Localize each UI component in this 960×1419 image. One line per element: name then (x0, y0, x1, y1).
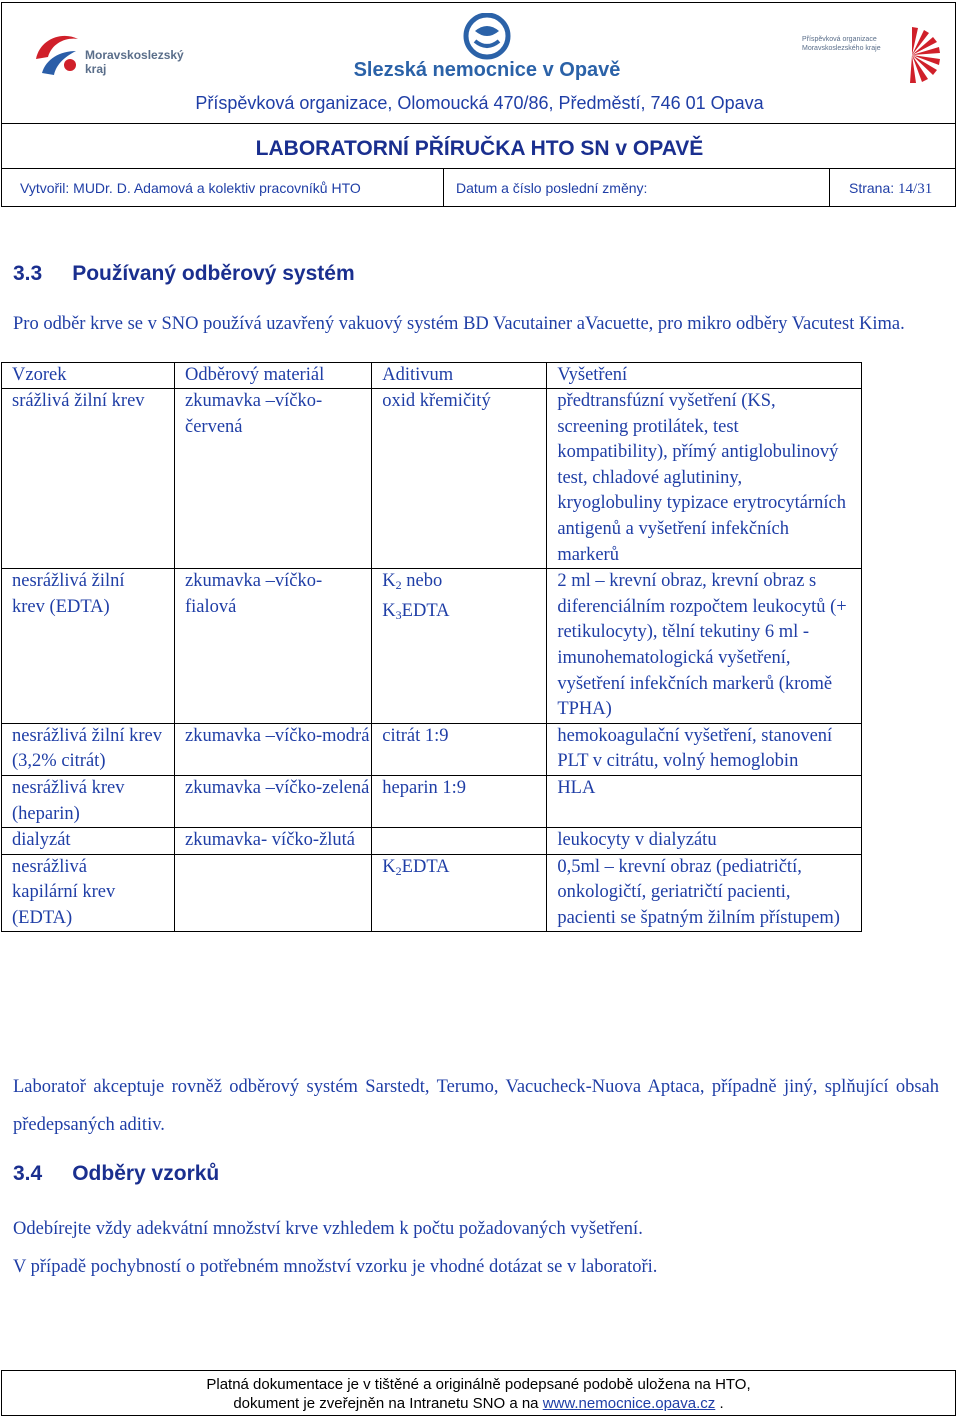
sample-cell: nesrážlivá kapilární krev (EDTA) (2, 854, 175, 932)
material-cell: zkumavka- víčko-žlutá (175, 828, 372, 855)
region-emblem-icon (32, 29, 84, 79)
hospital-name: Slezská nemocnice v Opavě (353, 59, 621, 81)
header-cell-sample: Vzorek (2, 363, 175, 389)
sample-cell: nesrážlivá krev (heparin) (2, 775, 175, 827)
logo-left-line2: kraj (85, 62, 107, 76)
msk-organization-logo (802, 25, 942, 85)
accepted-systems-paragraph: Laboratoř akceptuje rovněž odběrový systém Sarstedt, Terumo, Vacucheck-Nuova Aptaca, případně jiný, splňující obsah předepsaných aditiv. (13, 1077, 939, 1135)
logo-right-line2: Moravskoslezského kraje (802, 45, 881, 52)
table-row (2, 569, 862, 724)
material-cell: zkumavka –víčko-zelená (175, 775, 372, 827)
document-meta-row (2, 169, 955, 207)
document-footer (1, 1370, 956, 1416)
section-title: Používaný odběrový systém (72, 262, 355, 285)
sample-cell: srážlivá žilní krev (2, 389, 175, 569)
footer-line-1: Platná dokumentace je v tištěné a originálně podepsané podobě uložena na HTO, (206, 1376, 751, 1393)
header-cell-exam: Vyšetření (547, 363, 862, 389)
hospital-logo (332, 13, 642, 83)
table-row (2, 854, 862, 932)
additive-cell: citrát 1:9 (372, 723, 547, 775)
material-cell: zkumavka –víčko-modrá (175, 723, 372, 775)
exam-cell: 0,5ml – krevní obraz (pediatričtí, onkologičtí, geriatričtí pacienti, pacienti se špatným žilním přístupem) (547, 854, 862, 932)
exam-cell: leukocyty v dialyzátu (547, 828, 862, 855)
created-by: Vytvořil: MUDr. D. Adamová a kolektiv pracovníků HTO (20, 180, 361, 196)
exam-cell: hemokoagulační vyšetření, stanovení PLT v citrátu, volný hemoglobin (547, 723, 862, 775)
additive-cell: oxid křemičitý (372, 389, 547, 569)
sample-cell: nesrážlivá žilní krev (3,2% citrát) (2, 723, 175, 775)
section-heading-3-3 (13, 262, 355, 286)
exam-cell: HLA (547, 775, 862, 827)
sample-cell: nesrážlivá žilní krev (EDTA) (2, 569, 175, 724)
header-cell-additive: Aditivum (372, 363, 547, 389)
table-row (2, 723, 862, 775)
section-number: 3.4 (13, 1162, 43, 1185)
material-cell (175, 854, 372, 932)
additive-cell (372, 828, 547, 855)
section-title: Odběry vzorků (72, 1162, 220, 1185)
table-row (2, 775, 862, 827)
additive-cell: heparin 1:9 (372, 775, 547, 827)
additive-cell: $K_2EDTA$ (372, 854, 547, 932)
sunburst-emblem-icon (882, 25, 942, 85)
page-number: 14/31 (898, 181, 933, 197)
page-label: Strana: (849, 180, 899, 196)
header-cell-material: Odběrový materiál (175, 363, 372, 389)
manual-title: LABORATORNÍ PŘÍRUČKA HTO SN v OPAVĚ (255, 137, 704, 160)
hospital-website-link[interactable]: www.nemocnice.opava.cz (542, 1395, 716, 1412)
exam-cell: 2 ml – krevní obraz, krevní obraz s diferenciálním rozpočtem leukocytů (+ retikulocyty), tělní tekutiny 6 ml - imunohematologická vyšetření, vyšetření infekčních markerů (kromě TPHA) (547, 569, 862, 724)
additive-cell: $K_2$ nebo $K_3EDTA$ (372, 569, 547, 724)
logo-right-line1: Příspěvková organizace (802, 36, 877, 43)
collection-system-table (1, 362, 862, 932)
section-heading-3-4 (13, 1162, 219, 1186)
page-indicator (829, 169, 955, 207)
material-cell: zkumavka –víčko-červená (175, 389, 372, 569)
material-cell: zkumavka –víčko-fialová (175, 569, 372, 724)
logo-left-line1: Moravskoslezský (85, 48, 184, 62)
intro-paragraph: Pro odběr krve se v SNO používá uzavřený vakuový systém BD Vacutainer aVacuette, pro mikro odběry Vacutest Kima. (13, 314, 905, 334)
sampling-paragraph-2: V případě pochybností o potřebném množství vzorku je vhodné dotázat se v laboratoři. (13, 1257, 658, 1277)
table-row (2, 828, 862, 855)
document-header (1, 2, 956, 207)
table-row (2, 389, 862, 569)
organization-address: Příspěvková organizace, Olomoucká 470/86, Předměstí, 746 01 Opava (195, 93, 764, 113)
header-divider (2, 123, 955, 124)
hospital-emblem-icon (457, 13, 517, 61)
last-change-date: Datum a číslo poslední změny: (443, 169, 829, 207)
section-number: 3.3 (13, 262, 43, 285)
moravskoslezsky-kraj-logo (32, 29, 192, 79)
sample-cell: dialyzát (2, 828, 175, 855)
sampling-paragraph-1: Odebírejte vždy adekvátní množství krve vzhledem k počtu požadovaných vyšetření. (13, 1219, 643, 1239)
footer-line-2: dokument je zveřejněn na Intranetu SNO a na www.nemocnice.opava.cz . (233, 1395, 724, 1412)
table-header-row (2, 363, 862, 389)
exam-cell: předtransfúzní vyšetření (KS, screening protilátek, test kompatibility), přímý antiglobulinový test, chladové aglutininy, kryoglobuliny typizace erytrocytárních antigenů a vyšetření infekčních markerů (547, 389, 862, 569)
